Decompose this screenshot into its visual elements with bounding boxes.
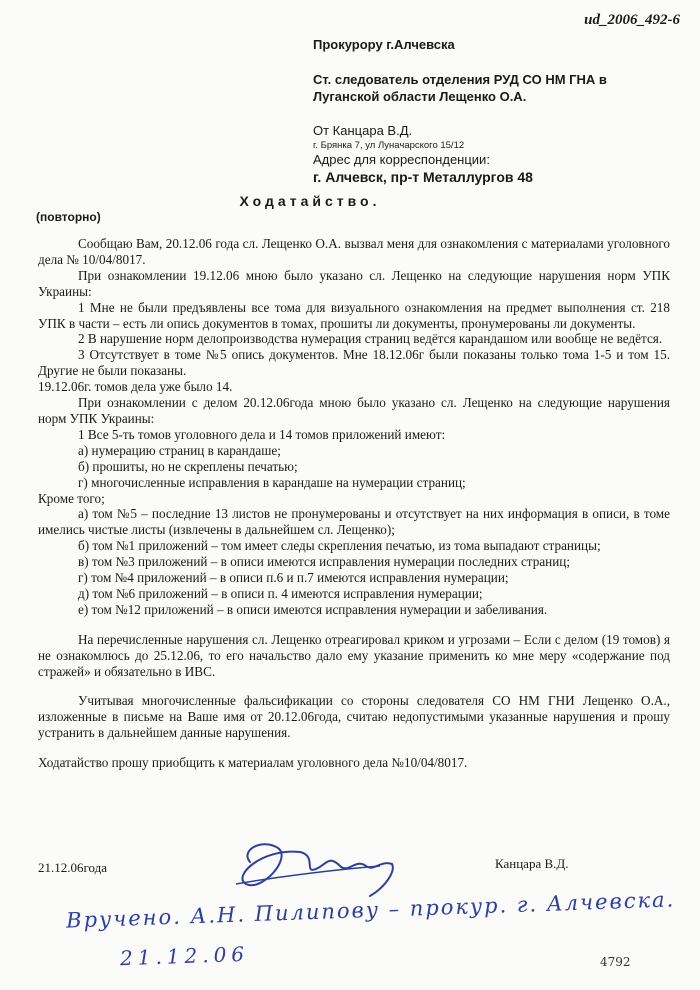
list-item: е) том №12 приложений – в описи имеются исправления нумерации и забеливания.	[78, 601, 548, 617]
addressee-block	[313, 36, 683, 186]
list-item: б) прошиты, но не скреплены печатью;	[78, 458, 298, 474]
sender-address: г. Брянка 7, ул Луначарского 15/12	[313, 140, 465, 151]
list-item: д) том №6 приложений – в описи п. 4 имеются исправления нумерации;	[78, 585, 483, 601]
document-body	[38, 236, 670, 771]
paragraph: Учитывая многочисленные фальсификации со стороны следователя СО НМ ГНИ Лещенко О.А., изложенные в письме на Ваше имя от 20.12.06года, считаю недопустимыми указанные нарушения и прошу устранить в дальнейшем данные нарушения.	[38, 693, 670, 741]
correspondence-label: Адрес для корреспонденции:	[313, 152, 490, 167]
registration-number: 4792	[600, 955, 631, 969]
sender: От Канцара В.Д.	[313, 123, 413, 138]
paragraph: 19.12.06г. томов дела уже было 14.	[38, 379, 233, 395]
paragraph: 2 В нарушение норм делопроизводства нумерация страниц ведётся карандашом или вообще не ведётся.	[78, 331, 663, 347]
paragraph: На перечисленные нарушения сл. Лещенко отреагировал криком и угрозами – Если с делом (19 томов) я не ознакомлюсь до 25.12.06, то его начальство дало ему указание применить ко мне меру «содержание под стражей» и обязательно в ИВС.	[38, 631, 670, 679]
document-title: Ходатайство.	[239, 193, 381, 209]
handwritten-receipt-note: Вручено. А.Н. Пилипову – прокур. г. Алчевска.	[65, 887, 676, 933]
copy-recipient-line2: Луганской области Лещенко О.А.	[313, 89, 527, 104]
document-id: ud_2006_492-6	[584, 12, 680, 28]
paragraph: Кроме того;	[38, 490, 105, 506]
signature-date: 21.12.06года	[38, 860, 108, 875]
recipient: Прокурору г.Алчевска	[313, 37, 455, 52]
paragraph: 1 Мне не были предъявлены все тома для визуального ознакомления на предмет выполнения ст. 218 УПК в части – есть ли опись документов в томах, прошиты ли документы, пронумерованы ли документы.	[38, 299, 670, 331]
list-item: а) нумерацию страниц в карандаше;	[78, 442, 281, 458]
list-item: 1 Все 5-ть томов уголовного дела и 14 томов приложений имеют:	[78, 426, 446, 442]
copy-recipient-line1: Ст. следователь отделения РУД СО НМ ГНА в	[313, 72, 607, 87]
correspondence-address: г. Алчевск, пр-т Металлургов 48	[313, 169, 533, 185]
paragraph: Сообщаю Вам, 20.12.06 года сл. Лещенко О.А. вызвал меня для ознакомления с материалами уголовного дела № 10/04/8017.	[38, 236, 670, 267]
document-subtitle: (повторно)	[36, 210, 101, 224]
paragraph: При ознакомлении с делом 20.12.06года мною было указано сл. Лещенко на следующие нарушения норм УПК Украины:	[38, 395, 670, 426]
list-item: б) том №1 приложений – том имеет следы скрепления печатью, из тома выпадают страницы;	[78, 538, 601, 554]
signatory-name: Канцара В.Д.	[495, 856, 569, 871]
list-item: в) том №3 приложений – в описи имеются исправления нумерации последних страниц;	[78, 554, 571, 570]
paragraph: Ходатайство прошу приобщить к материалам уголовного дела №10/04/8017.	[38, 755, 468, 771]
paragraph: При ознакомлении 19.12.06 мною было указано сл. Лещенко на следующие нарушения норм УПК Украины:	[38, 267, 670, 299]
handwritten-receipt-date: 21.12.06	[119, 941, 250, 971]
list-item: а) том №5 – последние 13 листов не пронумерованы и отсутствует на них информация в описи, в томе имелись чистые листы (извлечены в дальнейшем сл. Лещенко);	[38, 506, 670, 538]
list-item: г) том №4 приложений – в описи п.6 и п.7 имеются исправления нумерации;	[78, 570, 509, 586]
list-item: г) многочисленные исправления в карандаше на нумерации страниц;	[78, 474, 466, 490]
paragraph: 3 Отсутствует в томе №5 опись документов. Мне 18.12.06г были показаны только тома 1-5 и том 15. Другие не были показаны.	[38, 347, 670, 379]
